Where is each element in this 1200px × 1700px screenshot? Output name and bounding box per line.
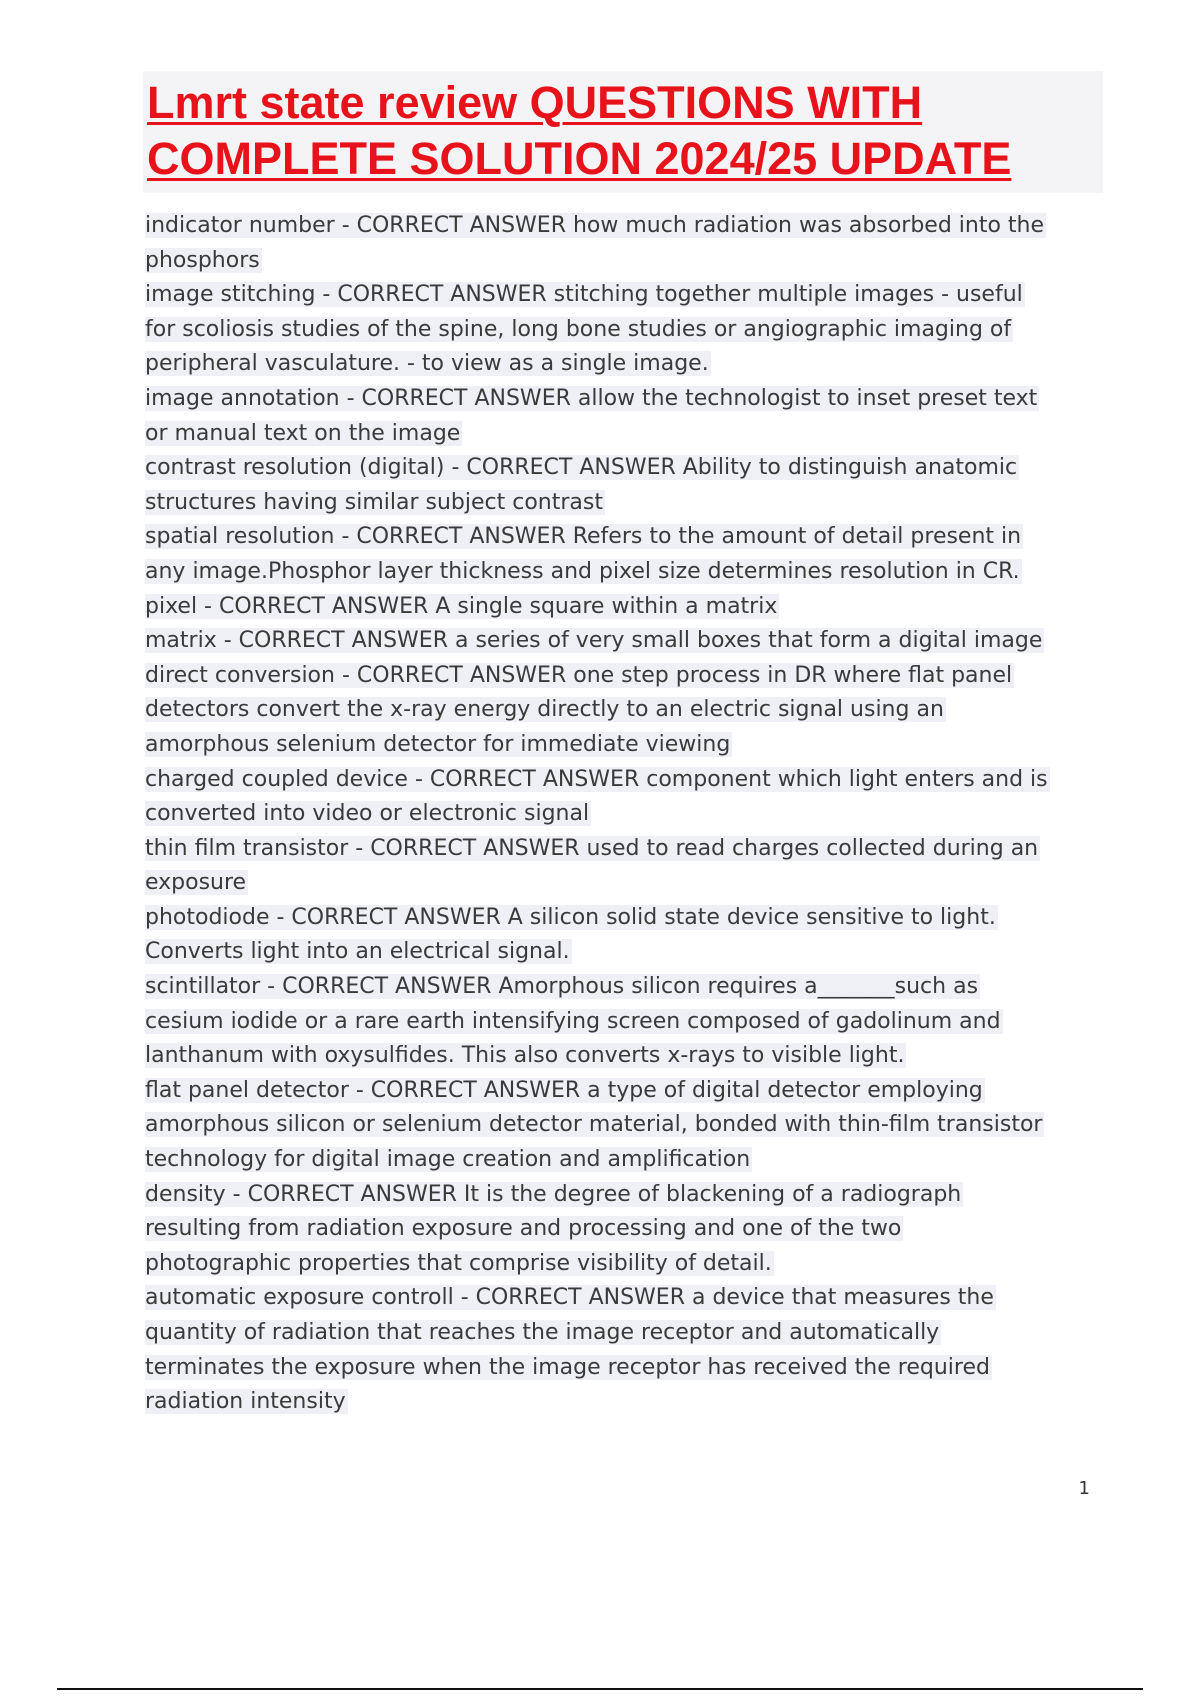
text-line-content: photodiode - CORRECT ANSWER A silicon solid state device sensitive to light. xyxy=(145,904,996,930)
text-line-content: amorphous selenium detector for immediate viewing xyxy=(145,731,731,757)
text-line xyxy=(145,970,1085,1005)
text-line xyxy=(145,728,1085,763)
text-line xyxy=(145,935,1085,970)
text-line xyxy=(145,486,1085,521)
document-title xyxy=(143,71,1103,193)
text-line xyxy=(145,520,1085,555)
text-line xyxy=(145,1212,1085,1247)
text-line xyxy=(145,347,1085,382)
footer-divider xyxy=(57,1688,1143,1690)
text-line xyxy=(145,1316,1085,1351)
text-line xyxy=(145,313,1085,348)
text-line-content: structures having similar subject contrast xyxy=(145,489,603,515)
text-line xyxy=(145,1039,1085,1074)
text-line xyxy=(145,555,1085,590)
text-line-content: peripheral vasculature. - to view as a single image. xyxy=(145,351,709,377)
text-line-content: converted into video or electronic signal xyxy=(145,801,590,827)
text-line xyxy=(145,451,1085,486)
text-line xyxy=(145,624,1085,659)
text-line-content: image annotation - CORRECT ANSWER allow the technologist to inset preset text xyxy=(145,385,1038,411)
text-line-content: scintillator - CORRECT ANSWER Amorphous silicon requires a_______such as xyxy=(145,974,979,1000)
text-line xyxy=(145,1005,1085,1040)
text-line xyxy=(145,244,1085,279)
text-line-content: image stitching - CORRECT ANSWER stitching together multiple images - useful xyxy=(145,282,1023,308)
text-line-content: spatial resolution - CORRECT ANSWER Refers to the amount of detail present in xyxy=(145,524,1022,550)
text-line xyxy=(145,693,1085,728)
text-line xyxy=(145,1281,1085,1316)
text-line-content: cesium iodide or a rare earth intensifying screen composed of gadolinum and xyxy=(145,1008,1001,1034)
text-line-content: lanthanum with oxysulfides. This also converts x-rays to visible light. xyxy=(145,1043,905,1069)
text-line xyxy=(145,1351,1085,1386)
text-line xyxy=(145,590,1085,625)
text-line xyxy=(145,832,1085,867)
title-line-2: COMPLETE SOLUTION 2024/25 UPDATE xyxy=(147,133,1012,184)
text-line-content: contrast resolution (digital) - CORRECT ANSWER Ability to distinguish anatomic xyxy=(145,455,1018,481)
text-line xyxy=(145,763,1085,798)
title-line-1: Lmrt state review QUESTIONS WITH xyxy=(147,77,923,128)
text-line-content: exposure xyxy=(145,870,247,896)
text-line-content: charged coupled device - CORRECT ANSWER component which light enters and is xyxy=(145,766,1048,792)
text-line-content: density - CORRECT ANSWER It is the degree of blackening of a radiograph xyxy=(145,1181,962,1207)
text-line xyxy=(145,382,1085,417)
text-line xyxy=(145,866,1085,901)
text-line xyxy=(145,1385,1085,1420)
text-line-content: technology for digital image creation and amplification xyxy=(145,1147,751,1173)
text-line-content: direct conversion - CORRECT ANSWER one step process in DR where flat panel xyxy=(145,662,1013,688)
text-line-content: terminates the exposure when the image receptor has received the required xyxy=(145,1354,990,1380)
text-line xyxy=(145,659,1085,694)
text-line xyxy=(145,209,1085,244)
text-line-content: automatic exposure controll - CORRECT ANSWER a device that measures the xyxy=(145,1285,994,1311)
text-line-content: Converts light into an electrical signal. xyxy=(145,939,570,965)
text-line xyxy=(145,417,1085,452)
text-line-content: resulting from radiation exposure and processing and one of the two xyxy=(145,1216,902,1242)
text-line xyxy=(145,1247,1085,1282)
text-line-content: indicator number - CORRECT ANSWER how much radiation was absorbed into the xyxy=(145,213,1045,238)
text-line xyxy=(145,1143,1085,1178)
text-line-content: phosphors xyxy=(145,247,260,273)
page-number: 1 xyxy=(1078,1478,1090,1499)
text-line-content: any image.Phosphor layer thickness and pixel size determines resolution in CR. xyxy=(145,558,1020,584)
text-line xyxy=(145,797,1085,832)
text-line-content: detectors convert the x-ray energy directly to an electric signal using an xyxy=(145,697,944,723)
document-body xyxy=(145,209,1085,1420)
text-line-content: matrix - CORRECT ANSWER a series of very small boxes that form a digital image xyxy=(145,628,1043,654)
text-line xyxy=(145,278,1085,313)
text-line xyxy=(145,1178,1085,1213)
text-line-content: flat panel detector - CORRECT ANSWER a type of digital detector employing xyxy=(145,1077,983,1103)
text-line-content: or manual text on the image xyxy=(145,420,461,446)
text-line-content: radiation intensity xyxy=(145,1389,346,1415)
text-line-content: pixel - CORRECT ANSWER A single square within a matrix xyxy=(145,593,778,619)
text-line-content: amorphous silicon or selenium detector material, bonded with thin-film transistor xyxy=(145,1112,1043,1138)
text-line-content: photographic properties that comprise visibility of detail. xyxy=(145,1250,772,1276)
text-line-content: thin film transistor - CORRECT ANSWER used to read charges collected during an xyxy=(145,835,1039,861)
text-line xyxy=(145,901,1085,936)
text-line-content: for scoliosis studies of the spine, long bone studies or angiographic imaging of xyxy=(145,316,1012,342)
text-line xyxy=(145,1074,1085,1109)
text-line-content: quantity of radiation that reaches the image receptor and automatically xyxy=(145,1320,940,1345)
text-line xyxy=(145,1108,1085,1143)
